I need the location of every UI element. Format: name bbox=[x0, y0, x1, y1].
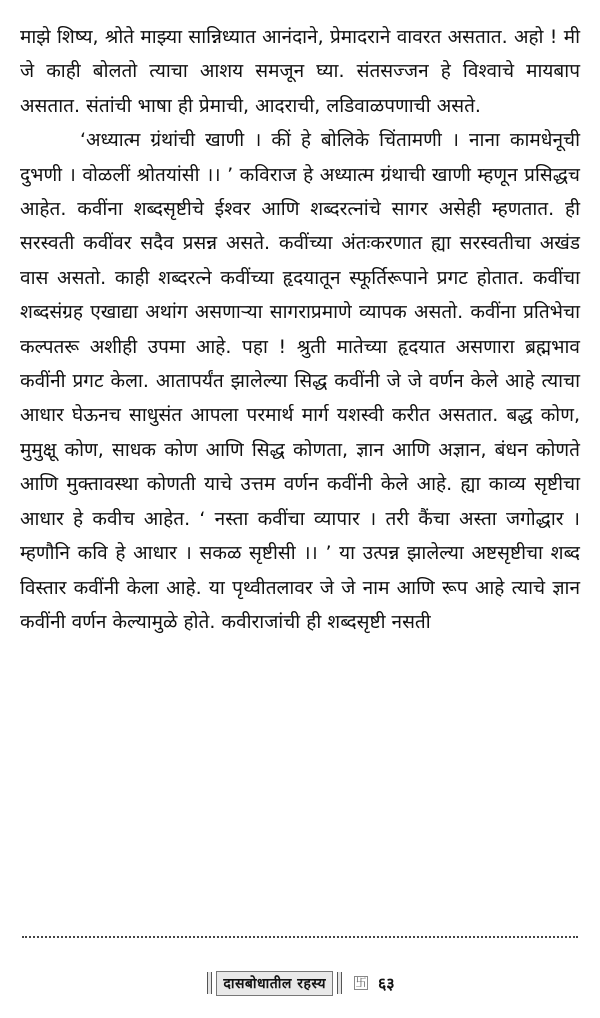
frame-left-bar bbox=[207, 972, 212, 994]
page-number: ६३ bbox=[377, 974, 395, 993]
dotted-divider bbox=[22, 936, 578, 938]
body-text bbox=[20, 20, 580, 639]
book-title-frame bbox=[205, 971, 344, 996]
swastika-ornament-icon: 卐 bbox=[355, 976, 367, 989]
book-title: दासबोधातील रहस्य bbox=[216, 971, 333, 996]
paragraph-2: ‘अध्यात्म ग्रंथांची खाणी । कीं हे बोलिके चिंतामणी । नाना कामधेनूची दुभणी । वोळलीं श्रोतयांसी ।। ’ कविराज हे अध्यात्म ग्रंथाची खाणी म्हणून प्रसिद्धच आहेत. कवींना शब्दसृष्टीचे ईश्वर आणि शब्दरत्नांचे सागर असेही म्हणतात. ही सरस्वती कवींवर सदैव प्रसन्न असते. कवींच्या अंतःकरणात ह्या सरस्वतीचा अखंड वास असतो. काही शब्दरत्ने कवींच्या हृदयातून स्फूर्तिरूपाने प्रगट होतात. कवींचा शब्दसंग्रह एखाद्या अथांग असणाऱ्या सागराप्रमाणे व्यापक असतो. कवींना प्रतिभेचा कल्पतरू अशीही उपमा आहे. पहा ! श्रुती मातेच्या हृदयात असणारा ब्रह्मभाव कवींनी प्रगट केला. आतापर्यंत झालेल्या सिद्ध कवींनी जे जे वर्णन केले आहे त्याचा आधार घेऊनच साधुसंत आपला परमार्थ मार्ग यशस्वी करीत असतात. बद्ध कोण, मुमुक्षू कोण, साधक कोण आणि सिद्ध कोणता, ज्ञान आणि अज्ञान, बंधन कोणते आणि मुक्तावस्था कोणती याचे उत्तम वर्णन कवींनी केले आहे. ह्या काव्य सृष्टीचा आधार हे कवीच आहेत. ‘ नस्ता कवींचा व्यापार । तरी कैंचा अस्ता जगोद्धार । म्हणौनि कवि हे आधार । सकळ सृष्टीसी ।। ’ या उत्पन्न झालेल्या अष्टसृष्टीचा शब्द विस्तार कवींनी केला आहे. या पृथ्वीतलावर जे जे नाम आणि रूप आहे त्याचे ज्ञान कवींनी वर्णन केल्यामुळे होते. कवीराजांची ही शब्दसृष्टी नसती bbox=[20, 129, 580, 633]
frame-right-bar bbox=[337, 972, 342, 994]
page-footer bbox=[0, 968, 600, 998]
paragraph-1: माझे शिष्य, श्रोते माझ्या सान्निध्यात आनंदाने, प्रेमादराने वावरत असतात. अहो ! मी जे काही बोलतो त्याचा आशय समजून घ्या. संतसज्जन हे विश्वाचे मायबाप असतात. संतांची भाषा ही प्रेमाची, आदराची, लडिवाळपणाची असते. bbox=[20, 26, 580, 117]
